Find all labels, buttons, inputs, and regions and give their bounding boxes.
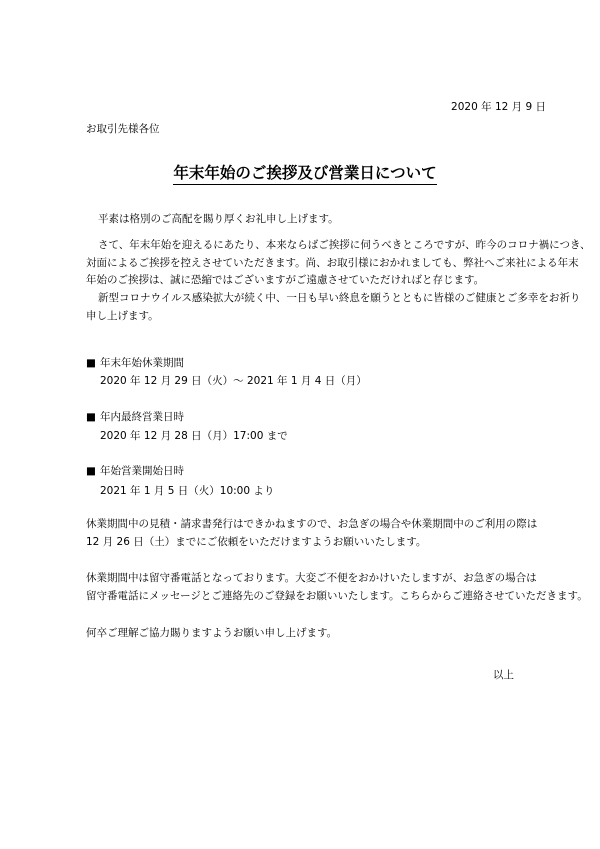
section-first-business-day-value: 2021 年 1 月 5 日（火）10:00 より: [100, 485, 275, 497]
section-holiday-period-label: ■ 年末年始休業期間: [86, 357, 184, 369]
section-last-business-day-value: 2020 年 12 月 28 日（月）17:00 まで: [100, 430, 288, 442]
closing-request: [86, 625, 337, 643]
body-line: 対面によるご挨拶を控えさせていただきます。尚、お取引様におかれましても、弊社へご来社による年末: [86, 256, 579, 269]
square-bullet-icon: ■: [86, 465, 96, 477]
section-holiday-period-value: 2020 年 12 月 29 日（火）～ 2021 年 1 月 4 日（月）: [100, 375, 367, 387]
quote-notice-line: 休業期間中の見積・請求書発行はできかねますので、お急ぎの場合や休業期間中のご利用の際は: [86, 518, 538, 530]
body-paragraph: [86, 237, 591, 325]
body-line: 新型コロナウイルス感染拡大が続く中、一日も早い終息を願うとともに皆様のご健康とご多幸をお祈り: [98, 292, 581, 305]
greeting: [86, 211, 339, 229]
recipient: お取引先様各位: [86, 123, 160, 135]
section-last-business-day-label: ■ 年内最終営業日時: [86, 411, 184, 423]
phone-notice-line: 休業期間中は留守番電話となっております。大変ご不便をおかけいたしますが、お急ぎの場合は: [86, 572, 537, 584]
square-bullet-icon: ■: [86, 357, 96, 369]
square-bullet-icon: ■: [86, 411, 96, 423]
document-title-text: 年末年始のご挨拶及び営業日について: [173, 166, 436, 185]
document-title: [0, 166, 600, 185]
body-line: さて、年末年始を迎えるにあたり、本来ならばご挨拶に伺うべきところですが、昨今のコロナ禍につき、: [98, 239, 591, 251]
closing-mark: 以上: [493, 669, 514, 681]
phone-notice: [86, 570, 588, 605]
section-first-business-day-label: ■ 年始営業開始日時: [86, 465, 184, 477]
greeting-line: 平素は格別のご高配を賜り厚くお礼申し上げます。: [98, 213, 339, 225]
body-line: 申し上げます。: [86, 309, 159, 322]
phone-notice-line: 留守番電話にメッセージとご連絡先のご登録をお願いいたします。こちらからご連絡させていただきます。: [86, 589, 588, 602]
document-date: 2020 年 12 月 9 日: [451, 101, 546, 113]
closing-request-line: 何卒ご理解ご協力賜りますようお願い申し上げます。: [86, 627, 338, 639]
body-line: 年始のご挨拶は、誠に恐縮ではございますがご遠慮させていただければと存じます。: [86, 274, 485, 287]
quote-notice-line: 12 月 26 日（土）までにご依頼をいただけますようお願いいたします。: [86, 535, 427, 548]
quote-notice: [86, 516, 537, 551]
